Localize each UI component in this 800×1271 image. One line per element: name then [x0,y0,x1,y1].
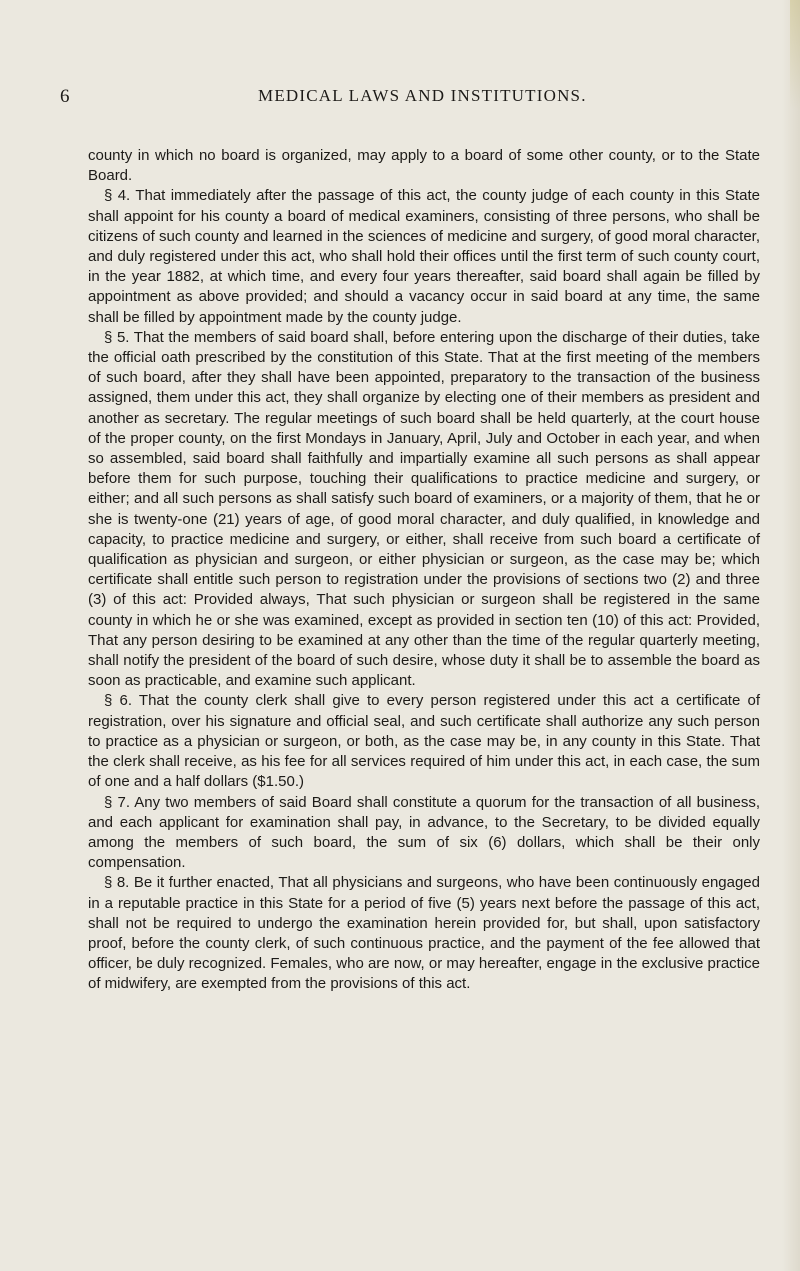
paragraph-section-7: § 7. Any two members of said Board shall constitute a quorum for the transaction of all business, and each applicant for examination shall pay, in advance, to the Secretary, to be divided equally among the members of such board, the sum of six (6) dollars, which shall be their only compensation. [88,793,760,872]
running-head: MEDICAL LAWS AND INSTITUTIONS. [258,86,587,105]
paragraph-section-8: § 8. Be it further enacted, That all physicians and surgeons, who have been continuously engaged in a reputable practice in this State for a period of five (5) years next before the passage of this act, shall not be required to undergo the examination herein provided for, but shall, upon satisfactory proof, before the county clerk, of such continuous practice, and the payment of the fee allowed that officer, be duly recognized. Females, who are now, or may hereafter, engage in the exclusive practice of midwifery, are exempted from the provisions of this act. [88,874,760,993]
paragraph-section-4: § 4. That immediately after the passage of this act, the county judge of each county in this State shall appoint for his county a board of medical examiners, consisting of three persons, who shall be citizens of such county and learned in the sciences of medicine and surgery, of good moral character, and duly registered under this act, who shall hold their offices until the first term of such county court, in the year 1882, at which time, and every four years thereafter, said board shall again be filled by appointment as above provided; and should a vacancy occur in said board at any time, the same shall be filled by appointment made by the county judge. [88,187,760,326]
page-number: 6 [60,86,70,107]
paragraph-section-5: § 5. That the members of said board shall, before entering upon the discharge of their duties, take the official oath prescribed by the constitution of this State. That at the first meeting of the members of such board, after they shall have been appointed, preparatory to the transaction of the business assigned, them under this act, they shall organize by electing one of their members as president and another as secretary. The regular meetings of such board shall be held quarterly, at the court house of the proper county, on the first Mondays in January, April, July and October in each year, and when so assembled, said board shall faithfully and impartially examine all such persons as shall appear before them for such purpose, touching their qualifications to practice medicine and surgery, or either; and all such persons as shall satisfy such board of examiners, or a majority of them, that he or she is twenty-one (21) years of age, of good moral character, and duly qualified, in knowledge and capacity, to practice medicine and surgery, or either, shall receive from such board a certificate of qualification as physician and surgeon, or either physician or surgeon, as the case may be; which certificate shall entitle such person to registration under the provisions of sections two (2) and three (3) of this act: Provided always, That such physician or surgeon shall be registered in the same county in which he or she was examined, except as provided in section ten (10) of this act: Provided, That any person desiring to be examined at any other than the time of the regular quarterly meeting, shall notify the president of the board of such desire, whose duty it shall be to assemble the board as soon as practicable, and examine such applicant. [88,328,760,690]
paragraph-section-6: § 6. That the county clerk shall give to every person registered under this act a certificate of registration, over his signature and official seal, and such certificate shall authorize any such person to practice as a physician or surgeon, or both, as the case may be, in any county in this State. That the clerk shall receive, as his fee for all services required of him under this act, in each case, the sum of one and a half dollars ($1.50.) [88,692,760,791]
page-edge-shadow [782,0,800,1271]
paragraph-continuation: county in which no board is organized, may apply to a board of some other county, or to the State Board. [88,147,760,185]
page-header [60,86,780,112]
body-text [88,146,760,995]
